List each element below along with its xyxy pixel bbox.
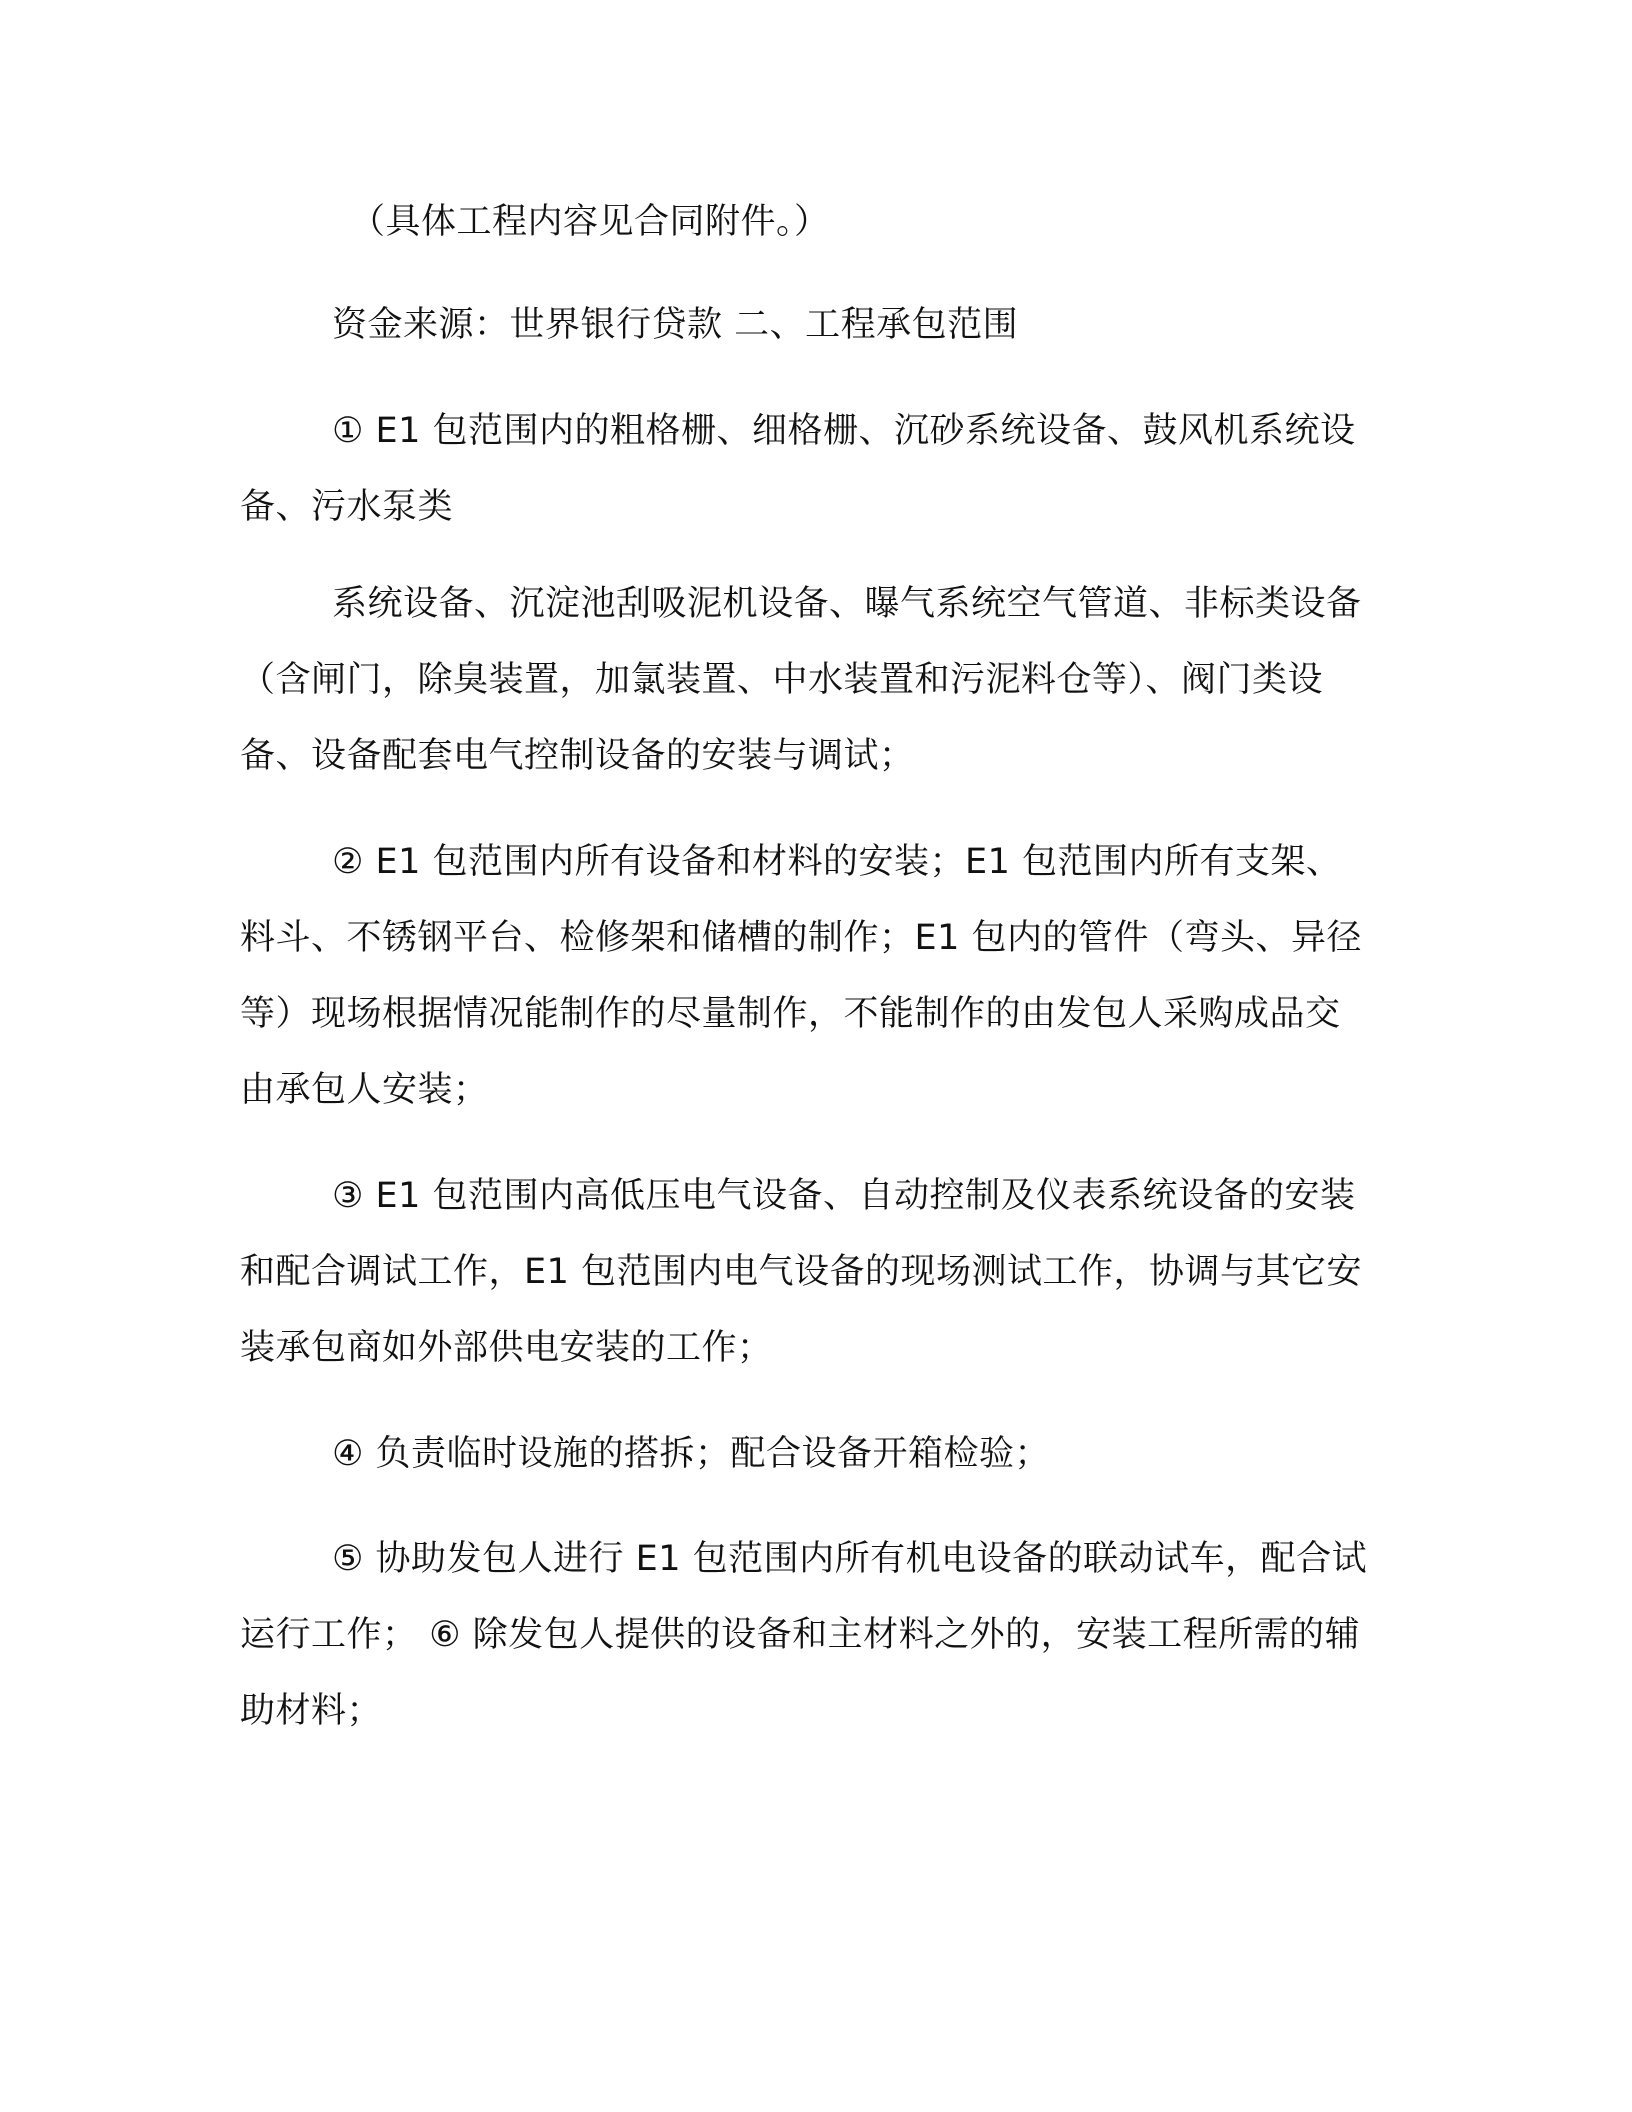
paragraph-item-4: ④ 负责临时设施的搭拆；配合设备开箱检验；: [332, 1434, 1051, 1474]
paragraph-item-1: ① E1 包范围内的粗格栅、细格栅、沉砂系统设备、鼓风机系统设备、污水泵类: [240, 411, 1356, 527]
paragraph-item-5-6: ⑤ 协助发包人进行 E1 包范围内所有机电设备的联动试车，配合试运行工作； ⑥ 除发包人提供的设备和主材料之外的，安装工程所需的辅助材料；: [240, 1539, 1368, 1731]
paragraph-item-3: ③ E1 包范围内高低压电气设备、自动控制及仪表系统设备的安装和配合调试工作，E1 包范围内电气设备的现场测试工作，协调与其它安装承包商如外部供电安装的工作；: [240, 1176, 1363, 1368]
paragraph-contract-note: （具体工程内容见合同附件。）: [350, 202, 830, 242]
paragraph-item-1-continued: 系统设备、沉淀池刮吸泥机设备、曝气系统空气管道、非标类设备（含闸门，除臭装置，加氯装置、中水装置和污泥料仓等）、阀门类设备、设备配套电气控制设备的安装与调试；: [240, 584, 1362, 776]
paragraph-item-2: ② E1 包范围内所有设备和材料的安装；E1 包范围内所有支架、料斗、不锈钢平台、检修架和储槽的制作；E1 包内的管件（弯头、异径等）现场根据情况能制作的尽量制作，不能制作的由发包人采购成品交由承包人安装；: [240, 842, 1363, 1110]
paragraph-funding-source: 资金来源：世界银行贷款 二、工程承包范围: [332, 305, 1019, 345]
